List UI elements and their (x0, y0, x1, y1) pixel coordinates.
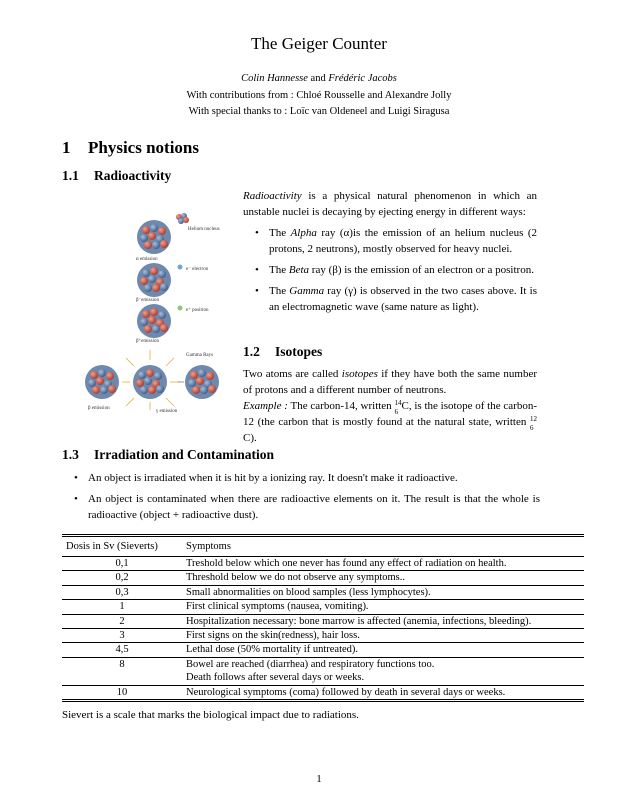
nucleus-beta-minus-icon (137, 263, 171, 297)
table-row: 0,3 Small abnormalities on blood samples (less lymphocytes). (62, 585, 584, 599)
irradiation-text (62, 470, 540, 528)
table-row: 1 First clinical symptoms (nausea, vomiting). (62, 600, 584, 614)
section-number: 1 (62, 138, 71, 157)
nucleus-beta-plus-icon (137, 304, 171, 338)
table-header-row (62, 536, 584, 557)
example-label: Example : (243, 400, 288, 412)
list-item: • The Alpha ray (α)is the emission of an helium nucleus (2 protons, 2 neutrons), mostly observed for heavy nuclei. (243, 225, 537, 257)
sievert-table (62, 534, 584, 702)
label-gamma-emission: γ emission (156, 409, 178, 414)
subsection-number: 1.2 (243, 344, 260, 359)
nucleus-left-icon (85, 365, 119, 399)
author-1: Colin Hannesse (241, 73, 308, 84)
irradiation-list (62, 470, 540, 523)
label-beta-emission: β emission (88, 406, 110, 411)
page-number: 1 (316, 773, 322, 785)
label-helium: Helium nucleus (188, 227, 220, 232)
subsection-title: Radioactivity (94, 168, 172, 183)
list-item: • The Gamma ray (γ) is observed in the two cases above. It is an electromagnetic wave (same nature as light). (243, 283, 537, 315)
radioactivity-term: Radioactivity (243, 190, 302, 202)
label-beta-minus: β⁻emission (136, 298, 159, 303)
label-gamma-rays: Gamma Rays (186, 353, 214, 358)
radioactivity-figure (78, 200, 234, 420)
list-item: • An object is irradiated when it is hit by a ionizing ray. It doesn't make it radioactive. (62, 470, 540, 486)
carbon-14-notation: 14 6 (394, 399, 402, 416)
subsection-number: 1.3 (62, 447, 79, 462)
radioactivity-text (243, 188, 537, 320)
authors-line (0, 73, 638, 84)
authors-and: and (310, 73, 326, 84)
electron-icon (178, 265, 183, 270)
label-beta-plus: β⁺emission (136, 339, 159, 344)
subsection-1-2-heading (243, 344, 322, 360)
table-row: 0,2 Threshold below we do not observe any symptoms.. (62, 571, 584, 585)
radioactivity-intro-rest: is a physical natural phenomenon in which an unstable nuclei is decaying by ejecting energy in different ways: (243, 190, 537, 218)
label-positron: e⁺ positron (186, 308, 209, 313)
table-row: 8 Bowel are reached (diarrhea) and respiratory functions too. Death follows after several days or weeks. (62, 657, 584, 685)
list-item: • The Beta ray (β) is the emission of an electron or a positron. (243, 262, 537, 278)
contributions-line: With contributions from : Chloé Rousselle and Alexandre Jolly (186, 90, 452, 101)
section-1-heading (62, 138, 199, 158)
subsection-1-3-heading (62, 447, 274, 463)
nucleus-center-icon (133, 365, 167, 399)
subsection-number: 1.1 (62, 168, 79, 183)
sievert-note: Sievert is a scale that marks the biological impact due to radiations. (62, 709, 359, 721)
ray-types-list (243, 225, 537, 315)
section-title: Physics notions (88, 138, 199, 157)
list-item: • An object is contaminated when there are radioactive elements on it. The result is that the whole is radioactive (object + radioactive dust). (62, 491, 540, 523)
table-row: 2 Hospitalization necessary: bone marrow is affected (anemia, infections, bleeding). (62, 614, 584, 628)
document-title: The Geiger Counter (251, 34, 387, 53)
table-row: 4,5 Lethal dose (50% mortality if untreated). (62, 643, 584, 657)
positron-icon (178, 306, 183, 311)
helium-nucleus-icon (176, 213, 189, 224)
header-dose: Dosis in Sv (Sieverts) (66, 540, 158, 552)
subsection-title: Isotopes (275, 344, 323, 359)
carbon-12-notation: 12 6 (530, 415, 537, 432)
header-symptoms: Symptoms (186, 540, 231, 552)
table-row: 0,1 Treshold below which one never has found any effect of radiation on health. (62, 557, 584, 571)
nucleus-alpha-icon (137, 220, 171, 254)
label-electron: e⁻ electron (186, 267, 209, 272)
table-row: 3 First signs on the skin(redness), hair loss. (62, 629, 584, 643)
isotopes-text: Two atoms are called isotopes if they have both the same number of protons and a different number of neutrons. Example : The carbon-14, written 14 6 C, is the isotope of the carbon-12 (the carbon that is mostly found at the natural state, written 12 6 C). (243, 368, 537, 444)
table-row: 10 Neurological symptoms (coma) followed by death in several days or weeks. (62, 685, 584, 700)
label-alpha-emission: α emission (136, 257, 158, 262)
subsection-1-1-heading (62, 168, 171, 184)
radioactivity-intro (243, 188, 537, 220)
subsection-title: Irradiation and Contamination (94, 447, 275, 462)
author-2: Frédéric Jacobs (328, 73, 397, 84)
nucleus-right-icon (185, 365, 219, 399)
thanks-line: With special thanks to : Loïc van Oldeneel and Luigi Siragusa (188, 106, 450, 117)
